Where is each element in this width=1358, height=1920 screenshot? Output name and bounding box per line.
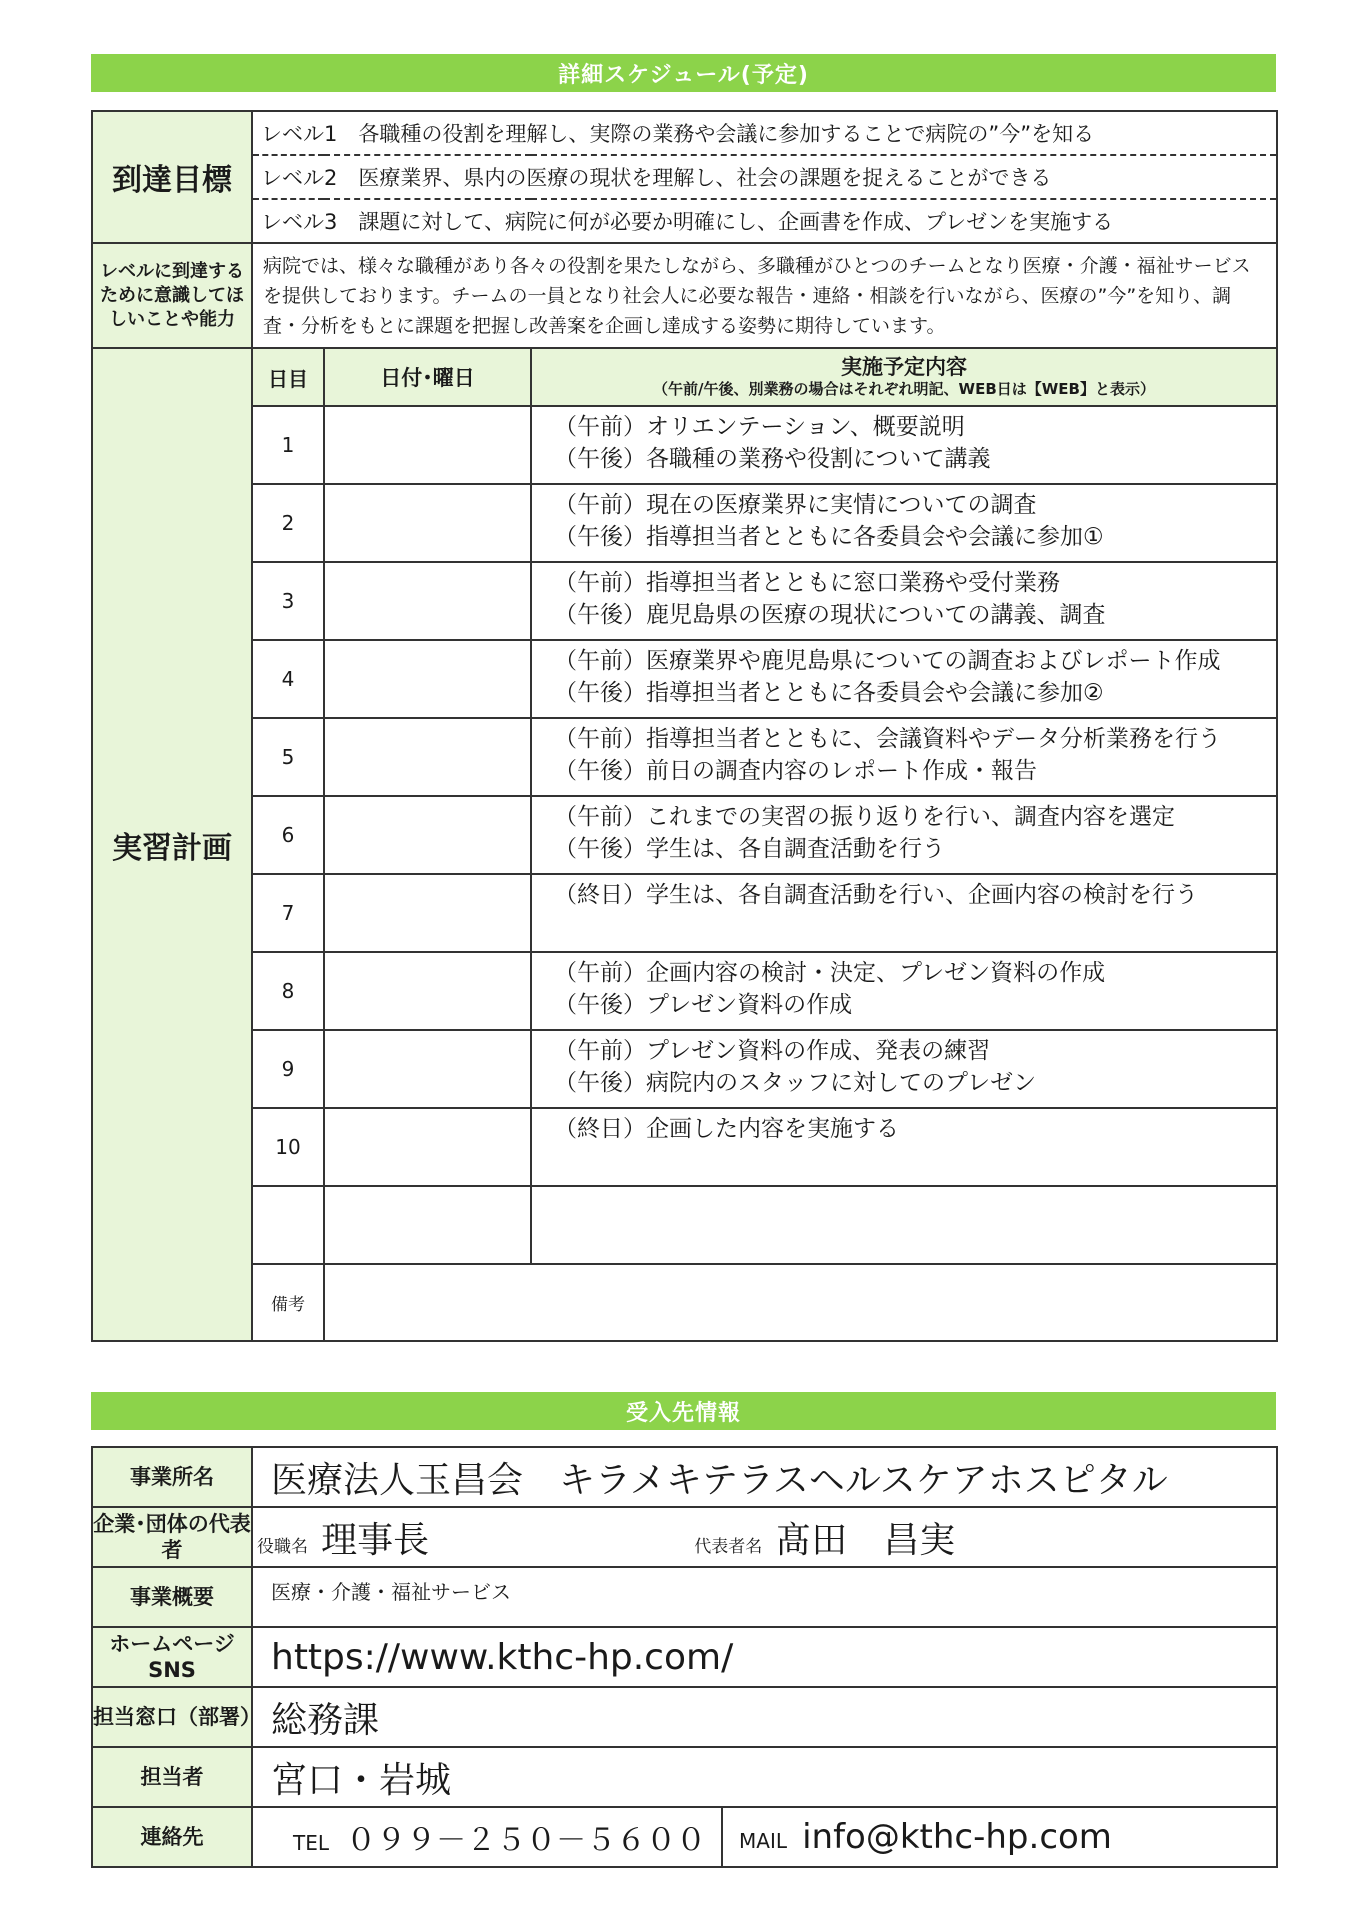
col-day-header: 日目 — [252, 348, 324, 406]
business-value: 医療・介護・福祉サービス — [252, 1567, 1277, 1627]
pm-line: （午後）プレゼン資料の作成 — [554, 992, 853, 1018]
col-date-header: 日付･曜日 — [324, 348, 531, 406]
am-line: （午前）指導担当者とともに、会議資料やデータ分析業務を行う — [554, 726, 1221, 752]
day-content — [531, 1108, 1277, 1186]
pm-line: （午後）指導担当者とともに各委員会や会議に参加① — [554, 524, 1104, 550]
pm-line: （午後）各職種の業務や役割について講義 — [554, 446, 991, 472]
tel-value: ０９９－２５０－５６００ — [346, 1823, 707, 1858]
tel-label: TEL — [293, 1831, 329, 1855]
pm-line: （午後）学生は、各自調査活動を行う — [554, 836, 945, 862]
day-number: 1 — [252, 406, 324, 484]
mail-cell — [722, 1807, 1277, 1867]
day-content — [531, 796, 1277, 874]
level-1: レベル1 各職種の役割を理解し、実際の業務や会議に参加することで病院の”今”を知る — [252, 111, 1277, 155]
pm-line: （午後）指導担当者とともに各委員会や会議に参加② — [554, 680, 1104, 706]
schedule-table — [91, 110, 1278, 1342]
day-date — [324, 406, 531, 484]
col-content-title: 実施予定内容 — [841, 355, 968, 379]
day-content — [531, 484, 1277, 562]
day-content — [531, 1030, 1277, 1108]
day-number: 7 — [252, 874, 324, 952]
day-date — [324, 874, 531, 952]
day-date — [324, 1030, 531, 1108]
day-number: 6 — [252, 796, 324, 874]
host-title: 受入先情報 — [91, 1392, 1276, 1430]
person-value: 宮口・岩城 — [252, 1747, 1277, 1807]
pm-line: （午後）鹿児島県の医療の現状についての講義、調査 — [554, 602, 1106, 628]
day-content — [531, 406, 1277, 484]
mail-label: MAIL — [739, 1829, 787, 1853]
day-date — [324, 796, 531, 874]
col-content-header — [531, 348, 1277, 406]
day-number: 10 — [252, 1108, 324, 1186]
ability-text: 病院では、様々な職種があり各々の役割を果たしながら、多職種がひとつのチームとなり医療・介護・福祉サービスを提供しております。チームの一員となり社会人に必要な報告・連絡・相談を行いながら、医療の”今”を知り、調査・分析をもとに課題を把握し改善案を企画し達成する姿勢に期待しています。 — [252, 243, 1277, 348]
host-info-table — [91, 1446, 1278, 1868]
pm-line: （午後）前日の調査内容のレポート作成・報告 — [554, 758, 1037, 784]
tel-cell — [252, 1807, 722, 1867]
plan-label: 実習計画 — [92, 348, 252, 1341]
rep-label: 企業･団体の代表者 — [92, 1507, 252, 1567]
day-date — [324, 718, 531, 796]
remarks-label: 備考 — [252, 1264, 324, 1341]
day-number: 4 — [252, 640, 324, 718]
level-3: レベル3 課題に対して、病院に何が必要か明確にし、企画書を作成、プレゼンを実施する — [252, 199, 1277, 243]
day-number: 3 — [252, 562, 324, 640]
day-number: 2 — [252, 484, 324, 562]
am-line: （午前）医療業界や鹿児島県についての調査およびレポート作成 — [554, 648, 1221, 674]
am-line: （終日）学生は、各自調査活動を行い、企画内容の検討を行う — [554, 882, 1198, 908]
day-date — [324, 484, 531, 562]
am-line: （午前）これまでの実習の振り返りを行い、調査内容を選定 — [554, 804, 1175, 830]
am-line: （午前）プレゼン資料の作成、発表の練習 — [554, 1038, 991, 1064]
rep-name-label: 代表者名 — [694, 1536, 763, 1557]
day-content — [531, 874, 1277, 952]
day-date — [324, 1186, 531, 1264]
homepage-label: ホームページSNS — [92, 1627, 252, 1687]
day-number — [252, 1186, 324, 1264]
day-number: 8 — [252, 952, 324, 1030]
office-label: 事業所名 — [92, 1447, 252, 1507]
am-line: （終日）企画した内容を実施する — [554, 1116, 899, 1142]
mail-value[interactable]: info@kthc-hp.com — [802, 1817, 1112, 1857]
day-date — [324, 1108, 531, 1186]
office-name: 医療法人玉昌会 キラメキテラスヘルスケアホスピタル — [252, 1447, 1277, 1507]
goal-label: 到達目標 — [92, 111, 252, 243]
day-date — [324, 640, 531, 718]
position-value: 理事長 — [321, 1519, 430, 1561]
day-content — [531, 1186, 1277, 1264]
schedule-title: 詳細スケジュール(予定) — [91, 54, 1276, 92]
level-2: レベル2 医療業界、県内の医療の現状を理解し、社会の課題を捉えることができる — [252, 155, 1277, 199]
am-line: （午前）オリエンテーション、概要説明 — [554, 414, 965, 440]
col-content-note: （午前/午後、別業務の場合はそれぞれ明記、WEB日は【WEB】と表示） — [653, 380, 1155, 398]
day-content — [531, 640, 1277, 718]
remarks-value — [324, 1264, 1277, 1341]
day-content — [531, 718, 1277, 796]
am-line: （午前）企画内容の検討・決定、プレゼン資料の作成 — [554, 960, 1106, 986]
am-line: （午前）指導担当者とともに窓口業務や受付業務 — [554, 570, 1060, 596]
dept-label: 担当窓口（部署） — [92, 1687, 252, 1747]
business-label: 事業概要 — [92, 1567, 252, 1627]
position-label: 役職名 — [257, 1536, 308, 1557]
am-line: （午前）現在の医療業界に実情についての調査 — [554, 492, 1037, 518]
ability-label: レベルに到達するために意識してほしいことや能力 — [92, 243, 252, 348]
day-content — [531, 952, 1277, 1030]
dept-value: 総務課 — [252, 1687, 1277, 1747]
rep-row — [252, 1507, 1277, 1567]
person-label: 担当者 — [92, 1747, 252, 1807]
homepage-value: https://www.kthc-hp.com/ — [252, 1627, 1277, 1687]
day-date — [324, 562, 531, 640]
pm-line: （午後）病院内のスタッフに対してのプレゼン — [554, 1070, 1037, 1096]
day-content — [531, 562, 1277, 640]
rep-name-value: 髙田 昌実 — [775, 1519, 956, 1561]
day-number: 9 — [252, 1030, 324, 1108]
day-date — [324, 952, 531, 1030]
day-number: 5 — [252, 718, 324, 796]
contact-label: 連絡先 — [92, 1807, 252, 1867]
